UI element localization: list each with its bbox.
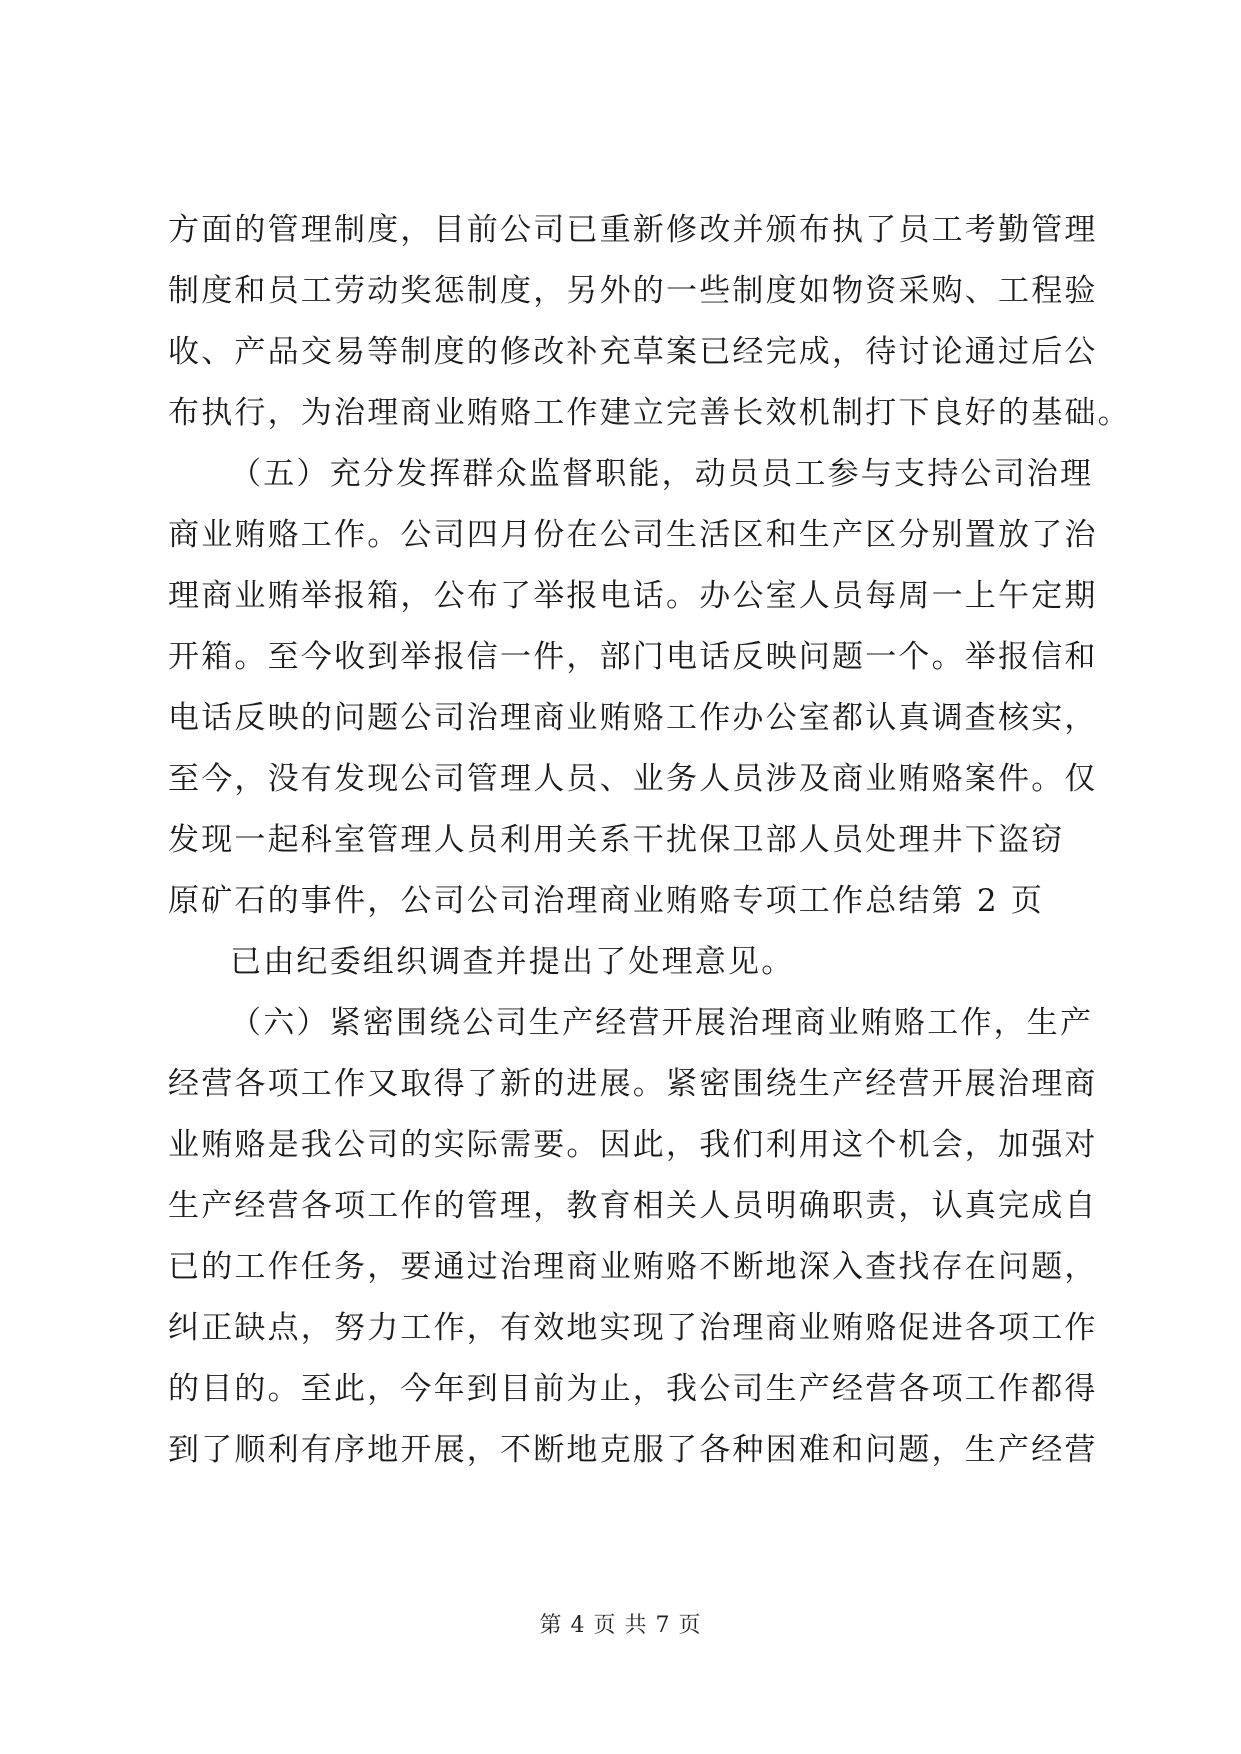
- text-line: 方面的管理制度，目前公司已重新修改并颁布执了员工考勤管理: [168, 212, 1098, 248]
- text-line: 到了顺利有序地开展，不断地克服了各种困难和问题，生产经营: [168, 1432, 1098, 1468]
- text-line: 发现一起科室管理人员利用关系干扰保卫部人员处理井下盗窃: [168, 822, 1065, 858]
- text-line: 收、产品交易等制度的修改补充草案已经完成，待讨论通过后公: [168, 334, 1098, 370]
- text-line: 布执行，为治理商业贿赂工作建立完善长效机制打下良好的基础。: [168, 395, 1131, 431]
- text-line: 原矿石的事件，公司公司治理商业贿赂专项工作总结第 2 页: [168, 883, 1045, 919]
- body-text: [168, 200, 1131, 1481]
- paragraph-start-line: （六）紧密围绕公司生产经营开展治理商业贿赂工作，生产: [230, 1005, 1094, 1041]
- text-line: 纠正缺点，努力工作，有效地实现了治理商业贿赂促进各项工作: [168, 1310, 1098, 1346]
- text-line: 理商业贿举报箱，公布了举报电话。办公室人员每周一上午定期: [168, 578, 1098, 614]
- text-line: 至今，没有发现公司管理人员、业务人员涉及商业贿赂案件。仅: [168, 761, 1098, 797]
- text-line: 开箱。至今收到举报信一件，部门电话反映问题一个。举报信和: [168, 639, 1098, 675]
- text-line: 经营各项工作又取得了新的进展。紧密围绕生产经营开展治理商: [168, 1066, 1098, 1102]
- text-line: 的目的。至此，今年到目前为止，我公司生产经营各项工作都得: [168, 1371, 1098, 1407]
- page-number-footer: 第 4 页 共 7 页: [539, 1613, 702, 1638]
- paragraph-start-line: （五）充分发挥群众监督职能，动员员工参与支持公司治理: [230, 456, 1094, 492]
- paragraph-start-line: 已由纪委组织调查并提出了处理意见。: [230, 944, 795, 980]
- text-line: 业贿赂是我公司的实际需要。因此，我们利用这个机会，加强对: [168, 1127, 1098, 1163]
- text-line: 生产经营各项工作的管理，教育相关人员明确职责，认真完成自: [168, 1188, 1098, 1224]
- text-line: 商业贿赂工作。公司四月份在公司生活区和生产区分别置放了治: [168, 517, 1098, 553]
- text-line: 已的工作任务，要通过治理商业贿赂不断地深入查找存在问题，: [168, 1249, 1098, 1285]
- text-line: 电话反映的问题公司治理商业贿赂工作办公室都认真调查核实，: [168, 700, 1098, 736]
- text-line: 制度和员工劳动奖惩制度，另外的一些制度如物资采购、工程验: [168, 273, 1098, 309]
